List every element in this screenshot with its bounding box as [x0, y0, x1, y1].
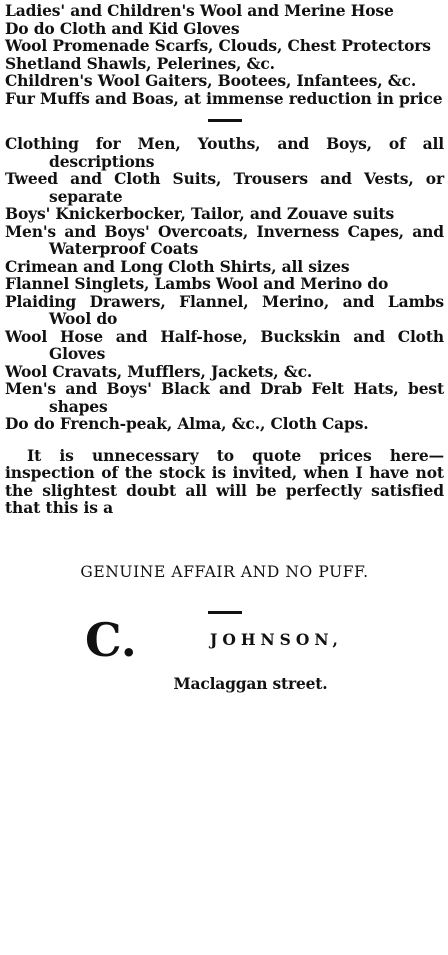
signature-block [5, 612, 444, 670]
signature-surname: JOHNSON, [210, 629, 343, 649]
list-item: Wool Promenade Scarfs, Clouds, Chest Protectors [5, 36, 431, 55]
list-item: Wool Hose and Half-hose, Buckskin and Cloth Gloves [5, 326, 444, 363]
list-item: Ladies' and Children's Wool and Merine Hose [5, 1, 394, 20]
item-list-accessories [5, 2, 444, 107]
list-item: Children's Wool Gaiters, Bootees, Infantees, &c. [5, 71, 417, 90]
list-item: Clothing for Men, Youths, and Boys, of all descriptions [5, 134, 444, 171]
list-item: Shetland Shawls, Pelerines, &c. [5, 53, 275, 73]
list-item: Men's and Boys' Overcoats, Inverness Capes, and Waterproof Coats [5, 221, 444, 258]
list-item: Tweed and Cloth Suits, Trousers and Vests, or separate [5, 169, 444, 206]
section-divider [208, 611, 242, 614]
list-item: Plaiding Drawers, Flannel, Merino, and Lambs Wool do [5, 291, 444, 328]
list-item: Men's and Boys' Black and Drab Felt Hats, best shapes [5, 379, 444, 416]
list-item: Fur Muffs and Boas, at immense reduction in price [5, 88, 443, 108]
list-item: Do do French-peak, Alma, &c., Cloth Caps. [5, 414, 369, 433]
list-item: Boys' Knickerbocker, Tailor, and Zouave suits [5, 204, 395, 223]
list-item: Crimean and Long Cloth Shirts, all sizes [5, 256, 350, 276]
item-list-clothing [5, 135, 444, 433]
list-item: Flannel Singlets, Lambs Wool and Merino do [5, 274, 389, 293]
list-item: Wool Cravats, Mufflers, Jackets, &c. [5, 361, 313, 381]
headline-slogan: GENUINE AFFAIR AND NO PUFF. [80, 562, 369, 581]
signature-street: Maclaggan street. [173, 673, 328, 693]
list-item: Do do Cloth and Kid Gloves [5, 18, 240, 38]
closing-paragraph: It is unnecessary to quote prices here—inspection of the stock is invited, when I have not the slightest doubt all will be perfectly satisfied that this is a [5, 445, 444, 517]
signature-initial: C. [85, 612, 137, 667]
section-divider [208, 119, 242, 122]
